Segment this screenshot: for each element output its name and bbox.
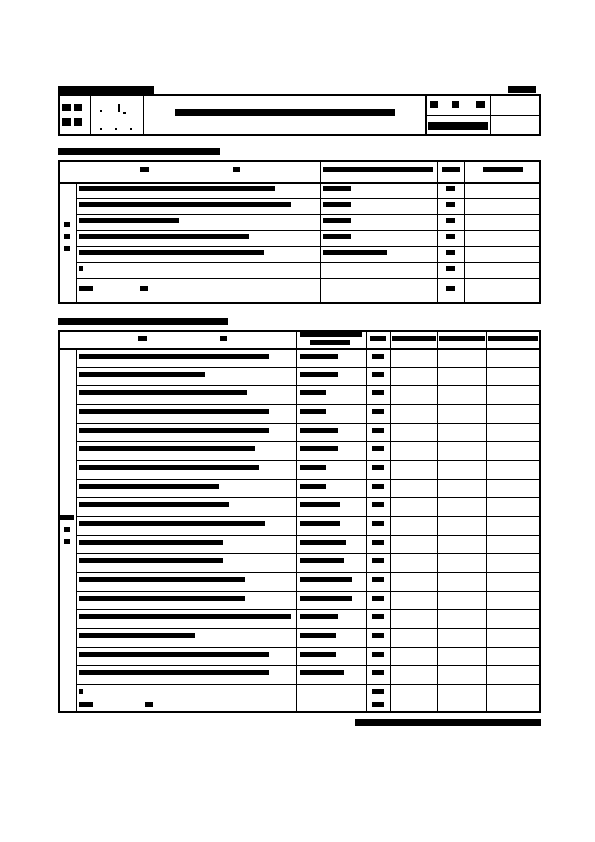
s2-cell (300, 372, 338, 377)
s2-col-header (220, 336, 227, 341)
s2-cell (300, 614, 338, 619)
stamp-mark (74, 118, 82, 126)
s2-col-line (390, 330, 391, 713)
s1-cell (79, 234, 249, 239)
s2-cell (372, 652, 384, 657)
stamp-mark (74, 104, 82, 111)
s1-cell (446, 202, 455, 207)
s2-cell (372, 409, 384, 414)
s2-col-line (486, 330, 487, 713)
s1-cell (79, 250, 264, 255)
s2-row-line (76, 479, 541, 480)
s2-cell (372, 428, 384, 433)
s2-cell (300, 502, 340, 507)
s2-cell (372, 484, 384, 489)
s2-cell (300, 652, 336, 657)
s2-group-label (64, 539, 70, 544)
s1-row-line (76, 262, 541, 263)
s2-col-header (392, 336, 436, 341)
s1-cell (79, 218, 179, 223)
s2-cell (300, 633, 336, 638)
s1-group-label (64, 222, 70, 227)
s2-cell (300, 428, 338, 433)
s1-col-header (140, 167, 149, 172)
s1-row-line (76, 198, 541, 199)
s2-col-line (296, 330, 297, 713)
s2-cell (79, 614, 291, 619)
s1-cell (79, 186, 275, 191)
s2-cell (79, 633, 195, 638)
dot-mark (118, 104, 120, 112)
s1-cell (446, 186, 455, 191)
s2-cell (300, 540, 346, 545)
dot-mark (115, 128, 117, 130)
dot-mark (130, 128, 132, 130)
s2-col-line (76, 348, 77, 713)
dot-mark (100, 110, 102, 112)
s2-row-line (76, 385, 541, 386)
form-code-label (58, 86, 154, 94)
s2-cell (79, 558, 223, 563)
s2-cell (372, 390, 384, 395)
s2-cell (300, 670, 344, 675)
s1-col-header (483, 167, 523, 172)
s2-row-line (76, 404, 541, 405)
s1-cell (446, 250, 455, 255)
s2-cell (300, 596, 352, 601)
stamp-mark (62, 118, 71, 126)
s2-cell (372, 689, 384, 694)
s2-col-line (437, 330, 438, 713)
approval-mark (452, 101, 459, 108)
s2-col-header (138, 336, 147, 341)
s1-col-header (323, 167, 433, 172)
s2-row-line (76, 591, 541, 592)
s2-cell (300, 484, 326, 489)
s1-cell (446, 234, 455, 239)
s2-cell (79, 540, 223, 545)
dot-mark (123, 112, 126, 114)
footer-note-mark (355, 719, 541, 726)
s1-cell (323, 218, 351, 223)
s1-cell (323, 234, 351, 239)
s2-cell (372, 540, 384, 545)
s2-cell (79, 372, 205, 377)
s1-cell (446, 218, 455, 223)
s2-row-line (76, 647, 541, 648)
s2-cell (372, 465, 384, 470)
s2-cell (79, 521, 265, 526)
s1-col-header (442, 167, 460, 172)
s2-row-line (76, 572, 541, 573)
s2-col-header (310, 340, 350, 345)
s1-group-label (64, 246, 70, 251)
s2-col-header (439, 336, 485, 341)
s2-cell (372, 354, 384, 359)
s1-row-line (76, 214, 541, 215)
s1-col-header (233, 167, 240, 172)
s1-group-label (64, 234, 70, 239)
s2-row-line (76, 684, 541, 685)
s2-cell (79, 577, 245, 582)
header-divider (425, 115, 541, 116)
page-code-label (508, 86, 536, 93)
s1-cell (323, 186, 351, 191)
s2-cell (300, 390, 326, 395)
s2-cell (300, 409, 326, 414)
s2-cell (372, 577, 384, 582)
s1-cell (79, 266, 83, 271)
s2-row-line (76, 628, 541, 629)
s2-row-line (76, 423, 541, 424)
section2-heading-mark (58, 318, 228, 325)
s2-cell (372, 614, 384, 619)
s2-col-line (366, 330, 367, 713)
s1-cell (446, 286, 455, 291)
s1-col-line (76, 182, 77, 304)
s1-cell (446, 266, 455, 271)
s1-row-line (76, 278, 541, 279)
s2-cell (79, 465, 259, 470)
s2-row-line (76, 609, 541, 610)
header-divider (90, 94, 91, 136)
s2-row-line (76, 516, 541, 517)
s2-cell (145, 702, 153, 707)
s1-row-line (76, 246, 541, 247)
header-divider (143, 94, 144, 136)
s2-row-line (76, 367, 541, 368)
s2-cell (300, 446, 338, 451)
s2-cell (372, 670, 384, 675)
s2-group-label (60, 515, 74, 520)
s2-col-header (488, 336, 538, 341)
s2-group-label (64, 527, 70, 532)
s1-cell (79, 286, 93, 291)
s1-row-line (76, 230, 541, 231)
s2-cell (300, 577, 352, 582)
s2-header-line (58, 348, 541, 350)
s2-row-line (76, 535, 541, 536)
s2-row-line (76, 553, 541, 554)
s2-cell (372, 596, 384, 601)
s2-cell (79, 502, 229, 507)
section1-heading-mark (58, 148, 220, 155)
s1-cell (140, 286, 148, 291)
s2-col-header (300, 332, 362, 337)
s2-cell (79, 484, 219, 489)
dot-mark (100, 128, 102, 130)
s2-cell (372, 633, 384, 638)
s1-header-line (58, 182, 541, 184)
s2-cell (79, 689, 83, 694)
s2-cell (79, 446, 255, 451)
approval-mark (476, 101, 485, 108)
s2-cell (372, 446, 384, 451)
s2-cell (79, 702, 93, 707)
form-title-mark (175, 109, 395, 116)
s2-row-line (76, 441, 541, 442)
s2-row-line (76, 460, 541, 461)
s2-row-line (76, 665, 541, 666)
s2-cell (372, 372, 384, 377)
s1-cell (79, 202, 291, 207)
s2-cell (300, 521, 340, 526)
s1-cell (323, 250, 387, 255)
s2-cell (300, 465, 326, 470)
s2-col-header (370, 336, 386, 341)
s2-cell (372, 558, 384, 563)
s2-cell (372, 521, 384, 526)
approval-mark (430, 101, 438, 108)
s2-cell (79, 354, 269, 359)
s1-cell (323, 202, 351, 207)
s2-row-line (76, 497, 541, 498)
s2-cell (300, 558, 344, 563)
s2-cell (79, 390, 247, 395)
s2-cell (372, 502, 384, 507)
s2-cell (79, 670, 269, 675)
s2-cell (79, 409, 269, 414)
approval-mark (428, 122, 488, 130)
s2-cell (79, 596, 245, 601)
stamp-mark (62, 104, 71, 111)
s2-cell (79, 652, 269, 657)
s2-cell (372, 702, 384, 707)
s2-cell (300, 354, 338, 359)
s2-cell (79, 428, 269, 433)
